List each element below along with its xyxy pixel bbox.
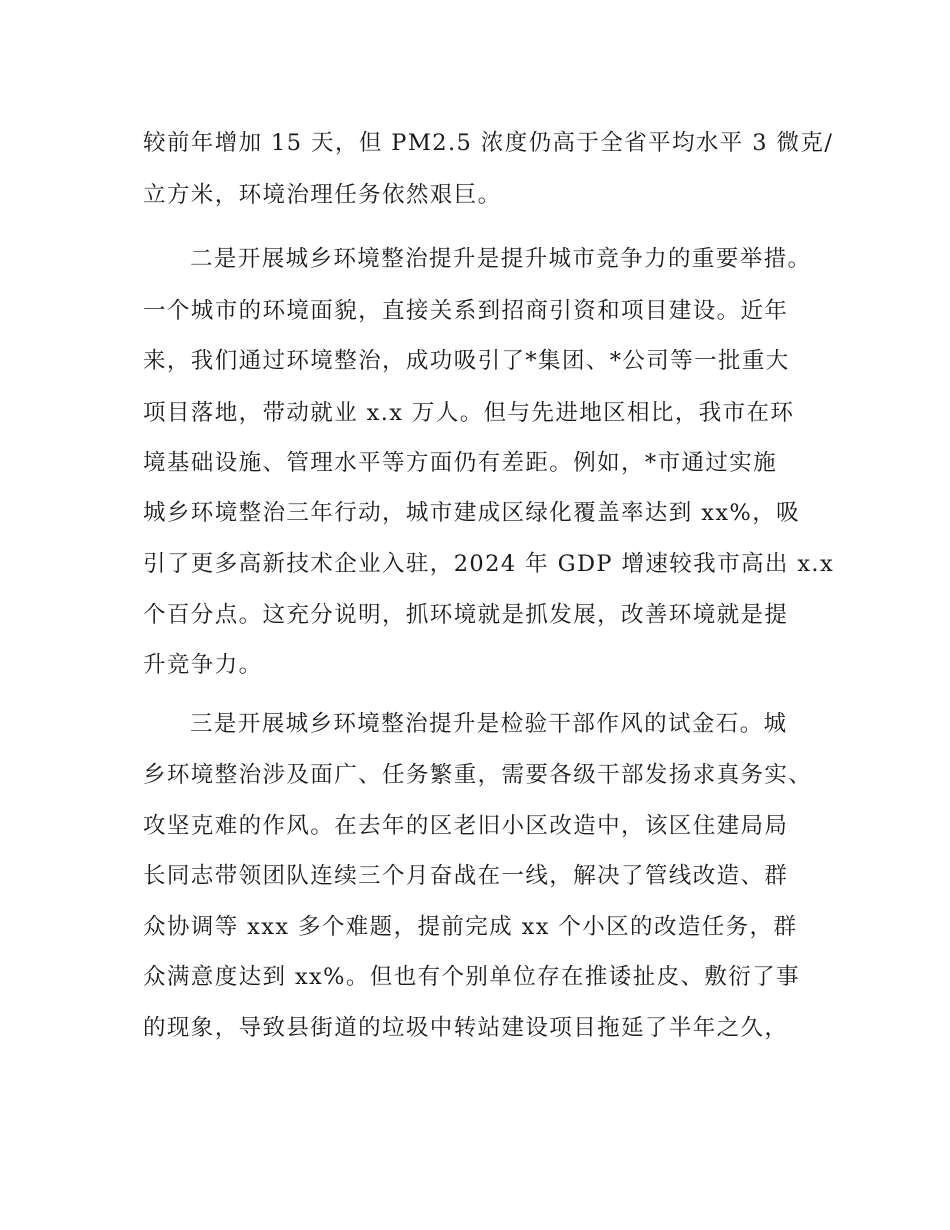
text-line: 的现象，导致县街道的垃圾中转站建设项目拖延了半年之久， — [143, 1015, 789, 1041]
text-line: 项目落地，带动就业 x.x 万人。但与先进地区相比，我市在环 — [143, 400, 795, 426]
text-line: 攻坚克难的作风。在去年的区老旧小区改造中，该区住建局局 — [143, 813, 789, 839]
text-line: 立方米，环境治理任务依然艰巨。 — [143, 182, 502, 208]
text-line: 来，我们通过环境整治，成功吸引了*集团、*公司等一批重大 — [143, 348, 790, 374]
text-line: 乡环境整治涉及面广、任务繁重，需要各级干部发扬求真务实、 — [143, 762, 813, 788]
text-line: 引了更多高新技术企业入驻，2024 年 GDP 增速较我市高出 x.x — [143, 551, 835, 577]
text-line: 个百分点。这充分说明，抓环境就是抓发展，改善环境就是提 — [143, 602, 789, 628]
text-line: 较前年增加 15 天，但 PM2.5 浓度仍高于全省平均水平 3 微克/ — [143, 130, 834, 156]
paragraph-2-first-line: 二是开展城乡环境整治提升是提升城市竞争力的重要举措。 — [190, 246, 812, 272]
text-line: 城乡环境整治三年行动，城市建成区绿化覆盖率达到 xx%，吸 — [143, 500, 801, 526]
text-line: 众满意度达到 xx%。但也有个别单位存在推诿扯皮、敷衍了事 — [143, 964, 801, 990]
text-line: 长同志带领团队连续三个月奋战在一线，解决了管线改造、群 — [143, 863, 789, 889]
text-line: 一个城市的环境面貌，直接关系到招商引资和项目建设。近年 — [143, 298, 789, 324]
paragraph-3-first-line: 三是开展城乡环境整治提升是检验干部作风的试金石。城 — [190, 711, 788, 737]
text-line: 境基础设施、管理水平等方面仍有差距。例如，*市通过实施 — [143, 450, 778, 476]
text-line: 众协调等 xxx 多个难题，提前完成 xx 个小区的改造任务，群 — [143, 914, 798, 940]
text-line: 升竞争力。 — [143, 652, 263, 678]
